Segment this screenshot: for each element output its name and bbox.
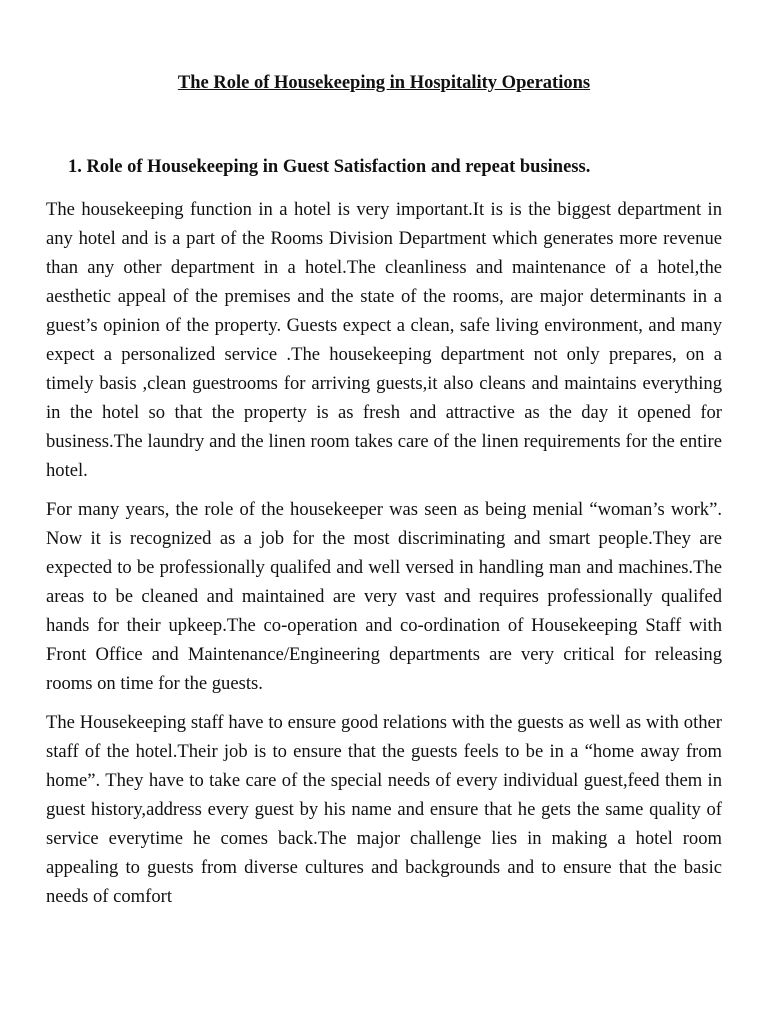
section-heading: 1. Role of Housekeeping in Guest Satisfaction and repeat business.	[68, 157, 591, 177]
paragraph-1: The housekeeping function in a hotel is very important.It is is the biggest department in any hotel and is a part of the Rooms Division Department which generates more revenue than any other department in a hotel.The cleanliness and maintenance of a hotel,the aesthetic appeal of the premises and the state of the rooms, are major determinants in a guest’s opinion of the property. Guests expect a clean, safe living environment, and many expect a personalized service .The housekeeping department not only prepares, on a timely basis ,clean guestrooms for arriving guests,it also cleans and maintains everything in the hotel so that the property is as fresh and attractive as the day it opened for business.The laundry and the linen room takes care of the linen requirements for the entire hotel.	[46, 199, 722, 481]
body-text	[46, 195, 722, 921]
document-title: The Role of Housekeeping in Hospitality Operations	[177, 73, 591, 93]
paragraph-2: For many years, the role of the housekeeper was seen as being menial “woman’s work”. Now it is recognized as a job for the most discriminating and smart people.They are expected to be professionally qualifed and well versed in handling man and machines.The areas to be cleaned and maintained are very vast and requires professionally qualifed hands for their upkeep.The co-operation and co-ordination of Housekeeping Staff with Front Office and Maintenance/Engineering departments are very critical for releasing rooms on time for the guests.	[46, 499, 722, 694]
paragraph-3: The Housekeeping staff have to ensure good relations with the guests as well as with other staff of the hotel.Their job is to ensure that the guests feels to be in a “home away from home”. They have to take care of the special needs of every individual guest,feed them in guest history,address every guest by his name and ensure that he gets the same quality of service everytime he comes back.The major challenge lies in making a hotel room appealing to guests from diverse cultures and backgrounds and to ensure that the basic needs of comfort	[46, 712, 722, 907]
